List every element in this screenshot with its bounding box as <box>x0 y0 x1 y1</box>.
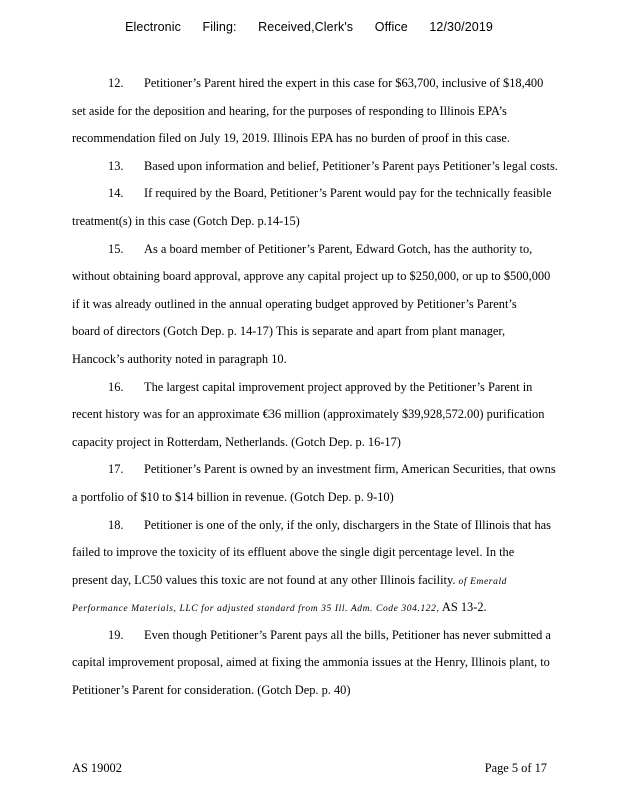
paragraph-number: 18. <box>108 517 124 532</box>
paragraph-first-line <box>72 236 602 264</box>
paragraph-text: Petitioner’s Parent is owned by an investment firm, American Securities, that owns <box>144 462 556 477</box>
paragraph-15 <box>72 236 602 374</box>
paragraph-19 <box>72 622 602 705</box>
paragraph-line: treatment(s) in this case (Gotch Dep. p.14-15) <box>72 213 300 228</box>
paragraph-18 <box>72 512 602 622</box>
paragraph-line: recommendation filed on July 19, 2019. Illinois EPA has no burden of proof in this case. <box>72 131 510 146</box>
paragraph-first-line <box>72 622 602 650</box>
page-number: Page 5 of 17 <box>484 761 547 775</box>
paragraph-text: The largest capital improvement project approved by the Petitioner’s Parent in <box>144 379 533 394</box>
paragraph-first-line <box>72 374 602 402</box>
paragraph-number: 15. <box>108 241 124 256</box>
header-part: Office <box>374 20 408 34</box>
case-citation-prefix: of Emerald <box>458 576 508 587</box>
header-part: Received,Clerk's <box>258 20 354 34</box>
paragraph-text: As a board member of Petitioner’s Parent, Edward Gotch, has the authority to, <box>144 241 533 256</box>
paragraph-first-line <box>72 180 602 208</box>
paragraph-line <box>72 567 602 595</box>
paragraph-line <box>72 594 602 622</box>
paragraph-text: Even though Petitioner’s Parent pays all the bills, Petitioner has never submitted a <box>144 627 551 642</box>
header-part: 12/30/2019 <box>429 20 493 34</box>
paragraph-text: Petitioner’s Parent hired the expert in this case for $63,700, inclusive of $18,400 <box>144 76 544 90</box>
paragraph-number: 14. <box>108 186 124 201</box>
case-citation: Performance Materials, LLC for adjusted standard from 35 Ill. Adm. Code 304.122, <box>72 604 440 615</box>
paragraph-line: capital improvement proposal, aimed at fixing the ammonia issues at the Henry, Illinois plant, to <box>72 655 550 670</box>
header-part: Electronic <box>125 20 181 34</box>
docket-number: AS 19002 <box>72 761 122 775</box>
paragraph-line: without obtaining board approval, approve any capital project up to $250,000, or up to $500,000 <box>72 269 551 284</box>
paragraph-line: Petitioner’s Parent for consideration. (Gotch Dep. p. 40) <box>72 683 351 698</box>
paragraph-first-line <box>72 512 602 540</box>
paragraph-first-line <box>72 456 602 484</box>
paragraph-line: set aside for the deposition and hearing, for the purposes of responding to Illinois EPA’s <box>72 103 507 118</box>
paragraph-13 <box>72 153 602 181</box>
paragraph-line: if it was already outlined in the annual operating budget approved by Petitioner’s Parent’s <box>72 296 517 311</box>
paragraph-14 <box>72 180 602 235</box>
paragraph-line: failed to improve the toxicity of its effluent above the single digit percentage level. In the <box>72 545 515 560</box>
paragraph-text: present day, LC50 values this toxic are not found at any other Illinois facility. <box>72 572 456 587</box>
paragraph-number: 16. <box>108 379 124 394</box>
paragraph-line: capacity project in Rotterdam, Netherlands. (Gotch Dep. p. 16-17) <box>72 434 401 449</box>
case-number: AS 13-2. <box>441 600 487 615</box>
paragraph-text: If required by the Board, Petitioner’s Parent would pay for the technically feasible <box>144 186 552 201</box>
paragraph-number: 19. <box>108 627 124 642</box>
header-part: Filing: <box>202 20 237 34</box>
paragraph-17 <box>72 456 602 511</box>
filing-stamp-header <box>0 20 618 34</box>
paragraph-line: recent history was for an approximate €36 million (approximately $39,928,572.00) purification <box>72 407 545 422</box>
paragraph-16 <box>72 374 602 457</box>
paragraph-12 <box>72 70 602 153</box>
paragraph-text: Petitioner is one of the only, if the only, dischargers in the State of Illinois that has <box>144 517 551 532</box>
paragraph-line: a portfolio of $10 to $14 billion in revenue. (Gotch Dep. p. 9-10) <box>72 489 394 504</box>
paragraph-number: 13. <box>108 158 124 173</box>
paragraph-first-line <box>72 153 602 181</box>
paragraph-number: 12. <box>108 76 124 90</box>
document-body <box>72 70 602 705</box>
paragraph-first-line <box>72 70 602 98</box>
paragraph-text: Based upon information and belief, Petitioner’s Parent pays Petitioner’s legal costs. <box>144 158 558 173</box>
paragraph-number: 17. <box>108 462 124 477</box>
paragraph-line: board of directors (Gotch Dep. p. 14-17) This is separate and apart from plant manager, <box>72 324 506 339</box>
paragraph-line: Hancock’s authority noted in paragraph 10. <box>72 351 287 366</box>
